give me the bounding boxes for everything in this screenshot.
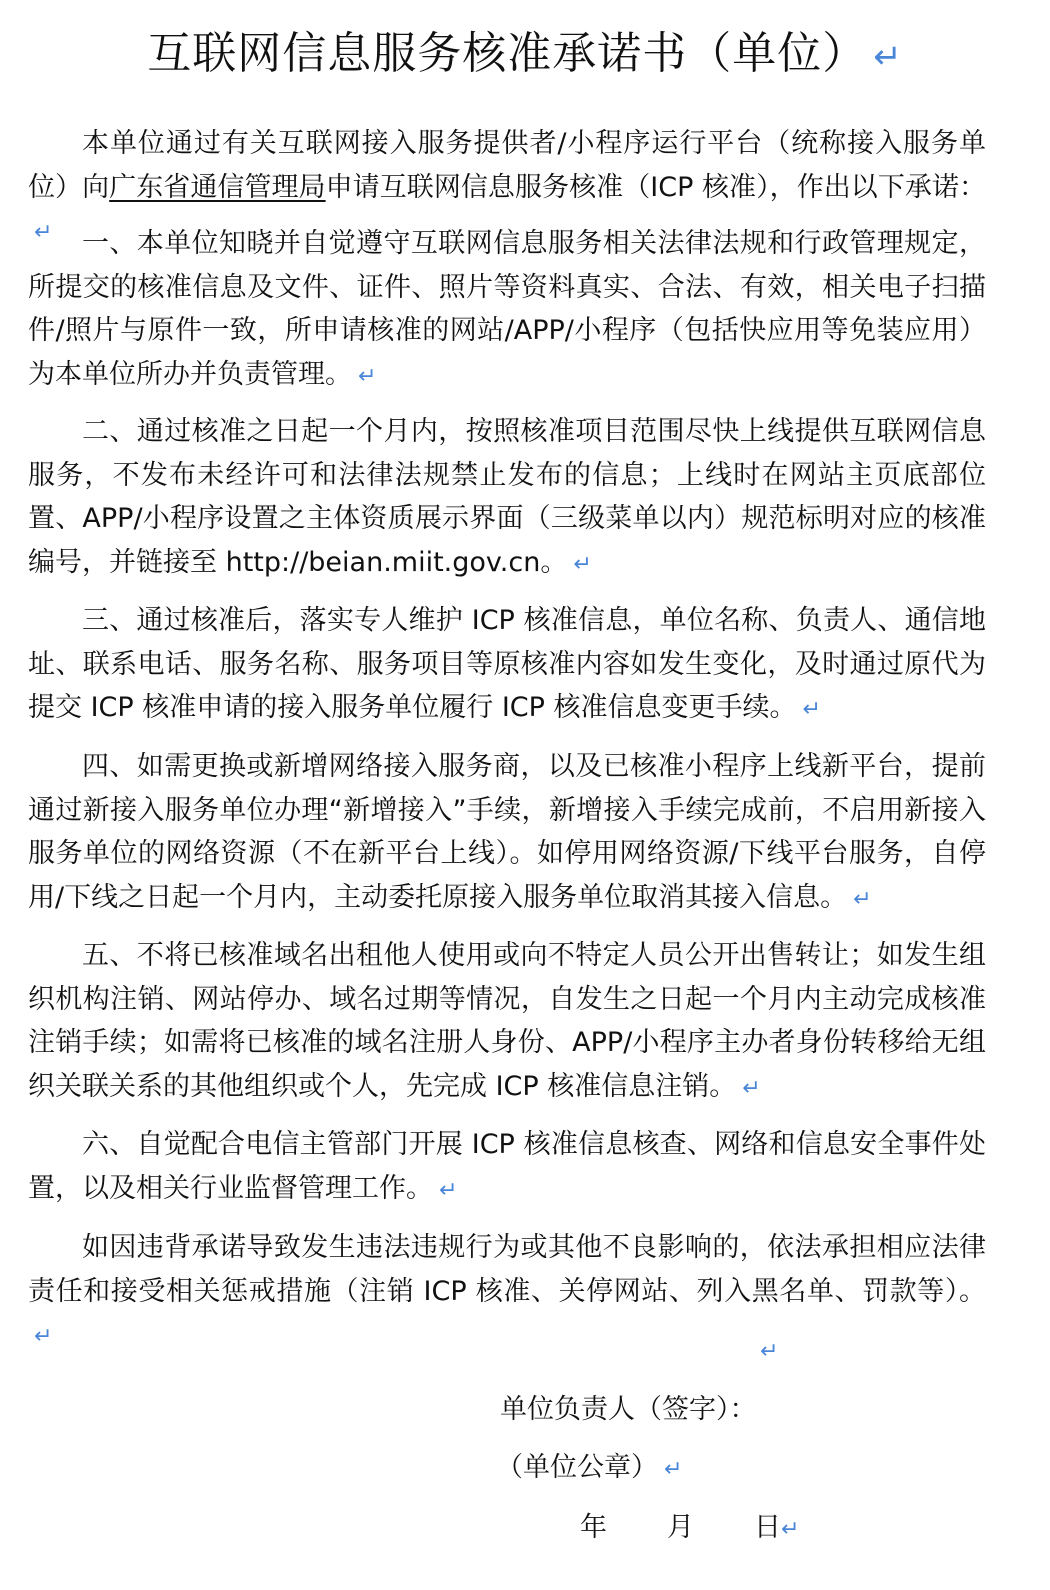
date-month: 月 — [667, 1512, 694, 1543]
paragraph-mark-icon: ↵ — [34, 220, 53, 245]
commitment-paragraph-2 — [28, 410, 986, 586]
paragraph-mark-icon: ↵ — [742, 1075, 761, 1101]
commitment-paragraph-4 — [28, 745, 986, 921]
commitment-paragraph-6 — [28, 1123, 986, 1212]
commitment-text-3: 三、通过核准后，落实专人维护 ICP 核准信息，单位名称、负责人、通信地址、联系电话、服务名称、服务项目等原核准内容如发生变化，及时通过原代为提交 ICP 核准申请的接入服务单位履行 ICP 核准信息变更手续。 — [28, 605, 986, 723]
commitment-text-2: 二、通过核准之日起一个月内，按照核准项目范围尽快上线提供互联网信息服务，不发布未经许可和法律法规禁止发布的信息；上线时在网站主页底部位置、APP/小程序设置之主体资质展示界面（三级菜单以内）规范标明对应的核准编号，并链接至 http://beian.miit.gov.cn。 — [28, 416, 986, 578]
paragraph-mark-icon: ↵ — [358, 363, 377, 389]
commitment-text-6: 六、自觉配合电信主管部门开展 ICP 核准信息核查、网络和信息安全事件处置，以及相关行业监督管理工作。 — [28, 1129, 986, 1204]
paragraph-mark-icon: ↵ — [802, 697, 821, 722]
intro-text-after: 申请互联网信息服务核准（ICP 核准），作出以下承诺： — [325, 171, 987, 203]
liability-paragraph — [28, 1226, 986, 1359]
title-text: 互联网信息服务核准承诺书（单位） — [147, 28, 868, 79]
date-year: 年 — [580, 1512, 607, 1543]
authority-name: 广东省通信管理局 — [109, 171, 326, 203]
paragraph-mark-icon: ↵ — [853, 886, 872, 912]
paragraph-mark-icon: ↵ — [573, 551, 592, 577]
commitment-text-1: 一、本单位知晓并自觉遵守互联网信息服务相关法律法规和行政管理规定，所提交的核准信息及文件、证件、照片等资料真实、合法、有效，相关电子扫描件/照片与原件一致，所申请核准的网站/APP/小程序（包括快应用等免装应用）为本单位所办并负责管理。 — [28, 228, 986, 390]
empty-line — [760, 1330, 778, 1372]
signature-line — [500, 1390, 757, 1430]
paragraph-mark-icon: ↵ — [439, 1177, 458, 1203]
liability-text: 如因违背承诺导致发生违法违规行为或其他不良影响的，依法承担相应法律责任和接受相关惩戒措施（注销 ICP 核准、关停网站、列入黑名单、罚款等）。 — [28, 1232, 986, 1307]
paragraph-mark-icon: ↵ — [781, 1517, 800, 1542]
paragraph-mark-icon: ↵ — [760, 1339, 779, 1364]
commitment-paragraph-5 — [28, 934, 986, 1110]
commitment-text-4: 四、如需更换或新增网络接入服务商，以及已核准小程序上线新平台，提前通过新接入服务单位办理“新增接入”手续，新增接入手续完成前，不启用新接入服务单位的网络资源（不在新平台上线）。如停用网络资源/下线平台服务，自停用/下线之日起一个月内，主动委托原接入服务单位取消其接入信息。 — [28, 751, 986, 913]
intro-text-before: 本单位通过有关互联网接入服务提供者/小程序运行平台（统称接入服务单位）向 — [28, 128, 986, 203]
paragraph-mark-icon: ↵ — [873, 37, 903, 77]
seal-line — [496, 1448, 682, 1490]
paragraph-mark-icon: ↵ — [34, 1324, 53, 1349]
date-line — [580, 1508, 799, 1550]
seal-label: （单位公章） — [496, 1452, 658, 1483]
date-day: 日 — [754, 1512, 781, 1543]
signature-label: 单位负责人（签字）： — [500, 1394, 757, 1425]
commitment-paragraph-1 — [28, 222, 986, 398]
commitment-paragraph-3 — [28, 599, 986, 732]
paragraph-mark-icon: ↵ — [664, 1457, 683, 1482]
commitment-text-5: 五、不将已核准域名出租他人使用或向不特定人员公开出售转让；如发生组织机构注销、网站停办、域名过期等情况，自发生之日起一个月内主动完成核准注销手续；如需将已核准的域名注册人身份、APP/小程序主办者身份转移给无组织关联关系的其他组织或个人，先完成 ICP 核准信息注销。 — [28, 940, 986, 1102]
document-title — [0, 24, 1050, 87]
